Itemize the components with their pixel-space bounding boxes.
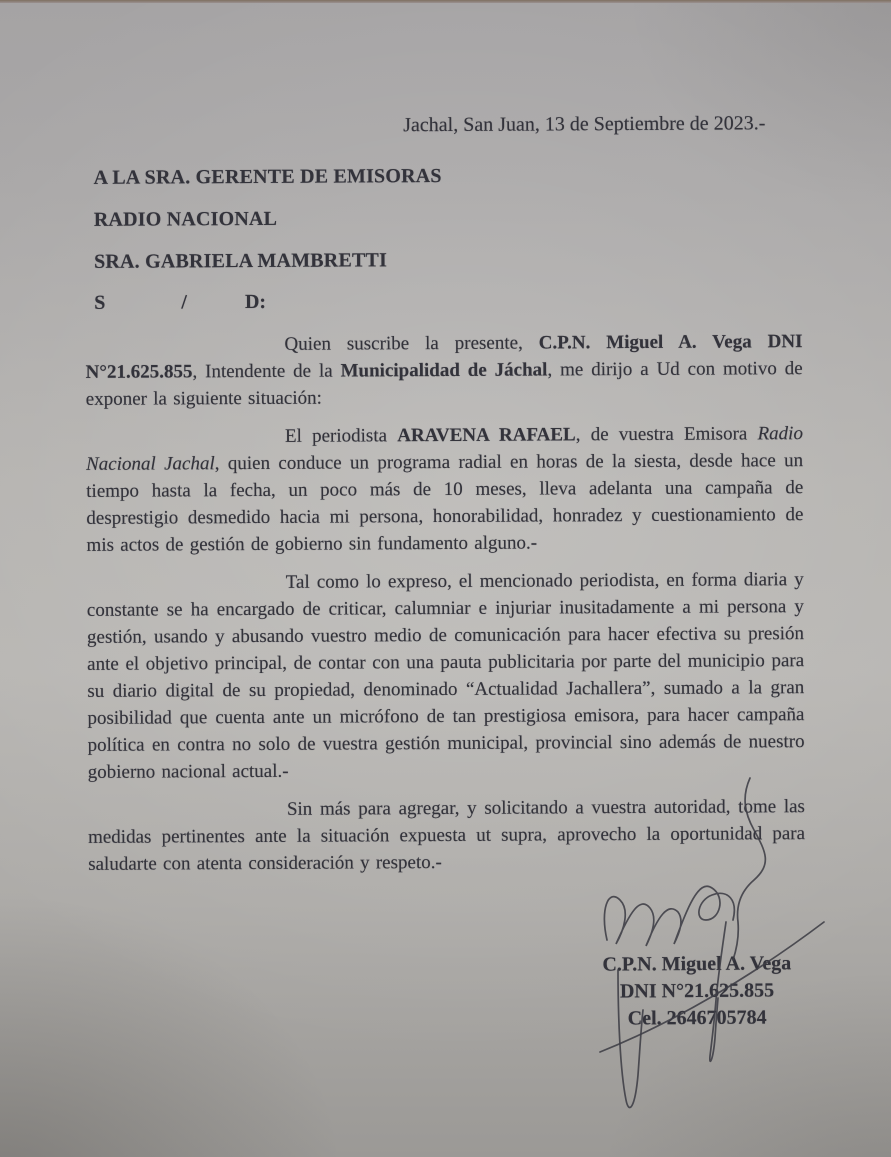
salutation-s: S bbox=[94, 291, 106, 314]
signer-name-bold: C.P.N. Miguel A. Vega DNI N°21.625.855 bbox=[85, 331, 803, 383]
signer-name: C.P.N. Miguel A. Vega bbox=[602, 952, 792, 976]
recipient-line-3: SRA. GABRIELA MAMBRETTI bbox=[93, 249, 388, 273]
paragraph-2 bbox=[86, 420, 804, 559]
signer-phone: Cel. 2646705784 bbox=[627, 1006, 767, 1030]
salutation-d: D: bbox=[244, 290, 267, 314]
paragraph-text: , quien conduce un programa radial en horas de la siesta, desde hace un tiempo hasta la fecha, un poco más de 10 meses, lleva adelanta una campaña de desprestigio desmedido hacia mi persona, honorabilidad, honradez y cuestionamiento de mis actos de gestión de gobierno sin fundamento alguno.- bbox=[86, 450, 804, 556]
paragraph-3: Tal como lo expreso, el mencionado periodista, en forma diaria y constante se ha encargado de criticar, calumniar e injuriar inusitadamente a mi persona y gestión, usando y abusando vuestro medio de comunicación para hacer efectiva su presión ante el objetivo principal, de contar con una pauta publicitaria por parte del municipio para su diario digital de su propiedad, denominado “Actualidad Jachallera”, sumado a la gran posibilidad que cuenta ante un micrófono de tan prestigiosa emisora, para hacer campaña política en contra no solo de vuestra gestión municipal, provincial sino además de nuestro gobierno nacional actual.- bbox=[86, 569, 805, 783]
signer-dni: DNI N°21.625.855 bbox=[619, 979, 775, 1003]
date-line: Jachal, San Juan, 13 de Septiembre de 2023.- bbox=[403, 112, 766, 137]
recipient-line-1: A LA SRA. GERENTE DE EMISORAS bbox=[93, 165, 442, 189]
letter-paragraphs bbox=[85, 328, 805, 878]
paragraph-text: El periodista bbox=[284, 425, 398, 447]
journalist-name-bold: ARAVENA RAFAEL bbox=[397, 424, 576, 447]
letter-body bbox=[84, 0, 806, 889]
recipient-line-2: RADIO NACIONAL bbox=[93, 207, 278, 231]
paragraph-text: , Intendente de la bbox=[192, 360, 341, 383]
signature-block bbox=[577, 950, 818, 1033]
municipality-bold: Municipalidad de Jáchal bbox=[340, 359, 548, 382]
paragraph-text: , de vuestra Emisora bbox=[575, 423, 758, 446]
salutation-line bbox=[85, 286, 802, 316]
paragraph-text: , me dirijo a Ud con motivo de exponer la siguiente situación: bbox=[85, 358, 803, 410]
radio-name-italic: Radio Nacional Jachal bbox=[86, 423, 803, 475]
salutation-slash: / bbox=[181, 291, 188, 314]
paragraph-4: Sin más para agregar, y solicitando a vuestra autoridad, tome las medidas pertinentes ante la situación expuesta ut supra, aprovecho la oportunidad para saludarte con atenta consideración y respeto.- bbox=[88, 796, 806, 875]
paragraph-text: Quien suscribe la presente, bbox=[284, 332, 539, 355]
paragraph-1 bbox=[85, 328, 802, 413]
